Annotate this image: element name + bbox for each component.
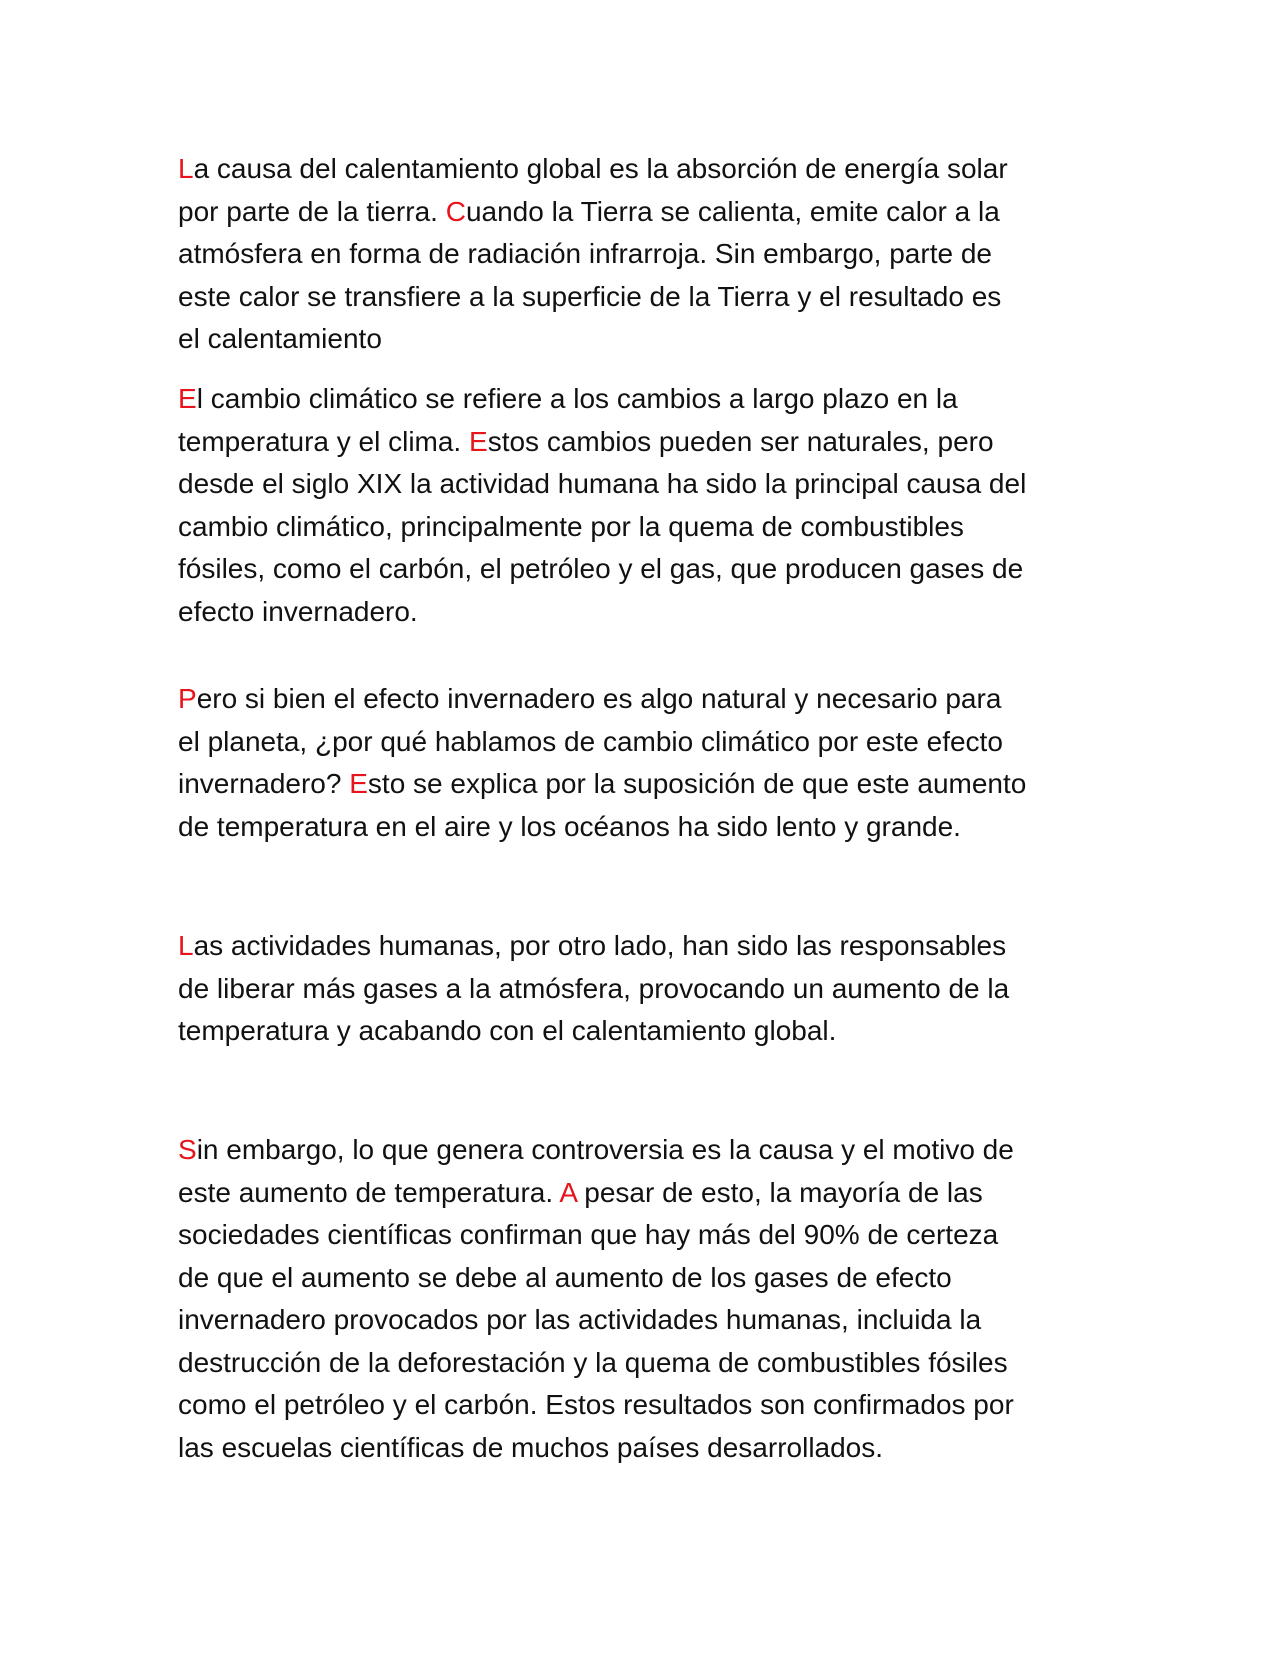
paragraph-1 — [178, 148, 1118, 361]
initial-letter: P — [178, 683, 197, 714]
paragraph-line: fósiles, como el carbón, el petróleo y el gas, que producen gases de — [178, 553, 1024, 584]
paragraph-line: sociedades científicas confirman que hay más del 90% de certeza — [178, 1219, 999, 1250]
paragraph-line: temperatura y el clima. Estos cambios pueden ser naturales, pero — [178, 425, 994, 457]
paragraph-2 — [178, 378, 1118, 633]
paragraph-line: cambio climático, principalmente por la quema de combustibles — [178, 510, 964, 542]
paragraph-line: las escuelas científicas de muchos países desarrollados. — [178, 1431, 884, 1463]
paragraph-line: desde el siglo XIX la actividad humana ha sido la principal causa del — [178, 468, 1027, 499]
paragraph-line: el calentamiento — [178, 323, 382, 354]
initial-letter: E — [349, 768, 368, 799]
paragraph-line: el planeta, ¿por qué hablamos de cambio climático por este efecto — [178, 725, 1003, 757]
initial-letter: E — [178, 383, 197, 414]
paragraph-line: La causa del calentamiento global es la absorción de energía solar — [178, 153, 1008, 184]
paragraph-line: como el petróleo y el carbón. Estos resultados son confirmados por — [178, 1389, 1014, 1420]
paragraph-line: atmósfera en forma de radiación infrarroja. Sin embargo, parte de — [178, 238, 992, 269]
paragraph-line: por parte de la tierra. Cuando la Tierra se calienta, emite calor a la — [178, 195, 1000, 227]
paragraph-line: invernadero? Esto se explica por la suposición de que este aumento — [178, 768, 1027, 799]
initial-letter: L — [178, 153, 194, 184]
paragraph-line: temperatura y acabando con el calentamiento global. — [178, 1015, 837, 1046]
initial-letter: A — [559, 1176, 577, 1208]
paragraph-line: efecto invernadero. — [178, 595, 418, 627]
paragraph-line: de liberar más gases a la atmósfera, provocando un aumento de la — [178, 972, 1010, 1004]
paragraph-line: de que el aumento se debe al aumento de los gases de efecto — [178, 1261, 952, 1293]
paragraph-line: El cambio climático se refiere a los cambios a largo plazo en la — [178, 383, 958, 414]
initial-letter: S — [178, 1134, 197, 1165]
paragraph-line: Pero si bien el efecto invernadero es algo natural y necesario para — [178, 683, 1002, 714]
paragraph-line: este aumento de temperatura. A pesar de esto, la mayoría de las — [178, 1176, 983, 1208]
paragraph-line: Las actividades humanas, por otro lado, han sido las responsables — [178, 930, 1007, 961]
initial-letter: L — [178, 930, 194, 961]
paragraph-line: invernadero provocados por las actividades humanas, incluida la — [178, 1304, 982, 1335]
paragraph-line: de temperatura en el aire y los océanos ha sido lento y grande. — [178, 810, 961, 842]
paragraph-4 — [178, 925, 1118, 1053]
paragraph-5 — [178, 1129, 1118, 1469]
initial-letter: E — [469, 425, 488, 457]
paragraph-line: este calor se transfiere a la superficie de la Tierra y el resultado es — [178, 280, 1002, 312]
initial-letter: C — [445, 195, 466, 227]
paragraph-line: Sin embargo, lo que genera controversia es la causa y el motivo de — [178, 1134, 1014, 1165]
paragraph-line: destrucción de la deforestación y la quema de combustibles fósiles — [178, 1346, 1008, 1378]
paragraph-3 — [178, 678, 1118, 848]
